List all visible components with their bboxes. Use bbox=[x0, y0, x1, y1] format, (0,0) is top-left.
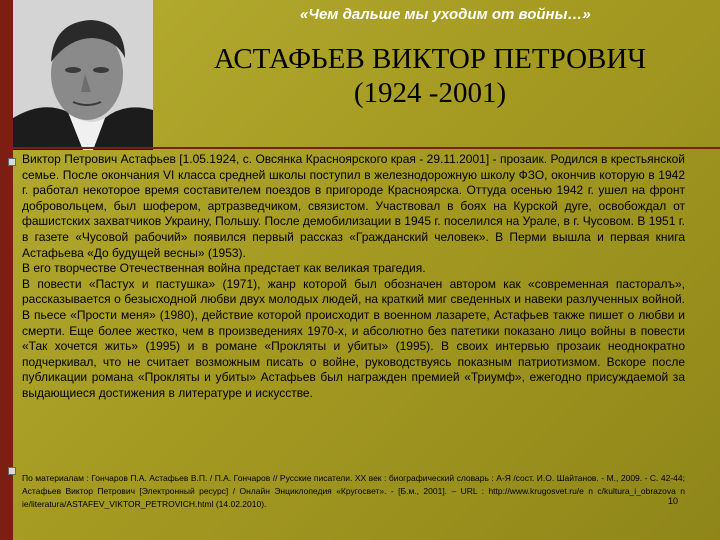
bullet-square bbox=[8, 467, 16, 475]
biography-paragraph: В повести «Пастух и пастушка» (1971), жанр которой был обозначен автором как «современная пасторалъ», рассказывается о безысходной любви двух молодых людей, на краткий миг сведенных и навеки разлученных войной. В пьесе «Прости меня» (1980), действие которой происходит в военном лазарете, Астафьев также пишет о любви и смерти. Еще более жестко, чем в произведениях 1970-х, и абсолютно без патетики показано лицо войны в повести «Так хочется жить» (1995) и в романе «Прокляты и убиты» (1995). В своих интервью прозаик неоднократно подчеркивал, что не считает возможным писать о войне, руководствуясь показным патриотизмом. Вскоре после публикации романа «Прокляты и убиты» Астафьев был награжден премией «Триумф», ежегодно присуждаемой за выдающиеся достижения в литературе и искусстве. bbox=[22, 276, 685, 400]
source-citation: По материалам : Гончаров П.А. Астафьев В.П. / П.А. Гончаров // Русские писатели. XX век : биографический словарь : А-Я /сост. И.О. Шайтанов. - М., 2009. - С. 42-44; Астафьев Виктор Петрович [Электронный ресурс] / Онлайн Энциклопедия «Кругосвет». - [Б.м., 2001]. – URL : http://www.krugosvet.ru/e n c/kultura_i_obrazova n ie/literatura/ASTAFEV_VIKTOR_PETROVICH.html (14.02.2010). bbox=[22, 473, 685, 509]
author-name: АСТАФЬЕВ ВИКТОР ПЕТРОВИЧ bbox=[213, 43, 647, 75]
author-years: (1924 -2001) bbox=[353, 77, 507, 109]
portrait-illustration bbox=[13, 0, 153, 150]
biography-paragraph: В его творчестве Отечественная война предстает как великая трагедия. bbox=[22, 261, 426, 276]
epigraph: «Чем дальше мы уходим от войны…» bbox=[300, 6, 591, 23]
biography-text bbox=[22, 152, 685, 402]
left-accent-bar bbox=[0, 0, 13, 540]
author-portrait-photo bbox=[13, 0, 153, 150]
page-number: 10 bbox=[668, 496, 679, 506]
header-divider bbox=[13, 147, 720, 149]
page-title bbox=[150, 42, 710, 110]
bullet-square bbox=[8, 158, 16, 166]
biography-paragraph: Виктор Петрович Астафьев [1.05.1924, с. Овсянка Красноярского края - 29.11.2001] - прозаик. Родился в крестьянской семье. После окончания VI класса средней школы поступил в железнодорожную школу ФЗО, окончив которую в 1942 г. работал некоторое время составителем поездов в пригороде Красноярска. Оттуда осенью 1942 г. ушел на фронт добровольцем, был шофером, артразведчиком, связистом. Участвовал в боях на Курской дуге, освобождал от фашистских захватчиков Украину, Польшу. После демобилизации в 1945 г. поселился на Урале, в г. Чусовом. В 1951 г. в газете «Чусовой рабочий» появился первый рассказ «Гражданский человек». В Перми вышла и первая книга Астафьева «До будущей весны» (1953). bbox=[22, 152, 685, 260]
